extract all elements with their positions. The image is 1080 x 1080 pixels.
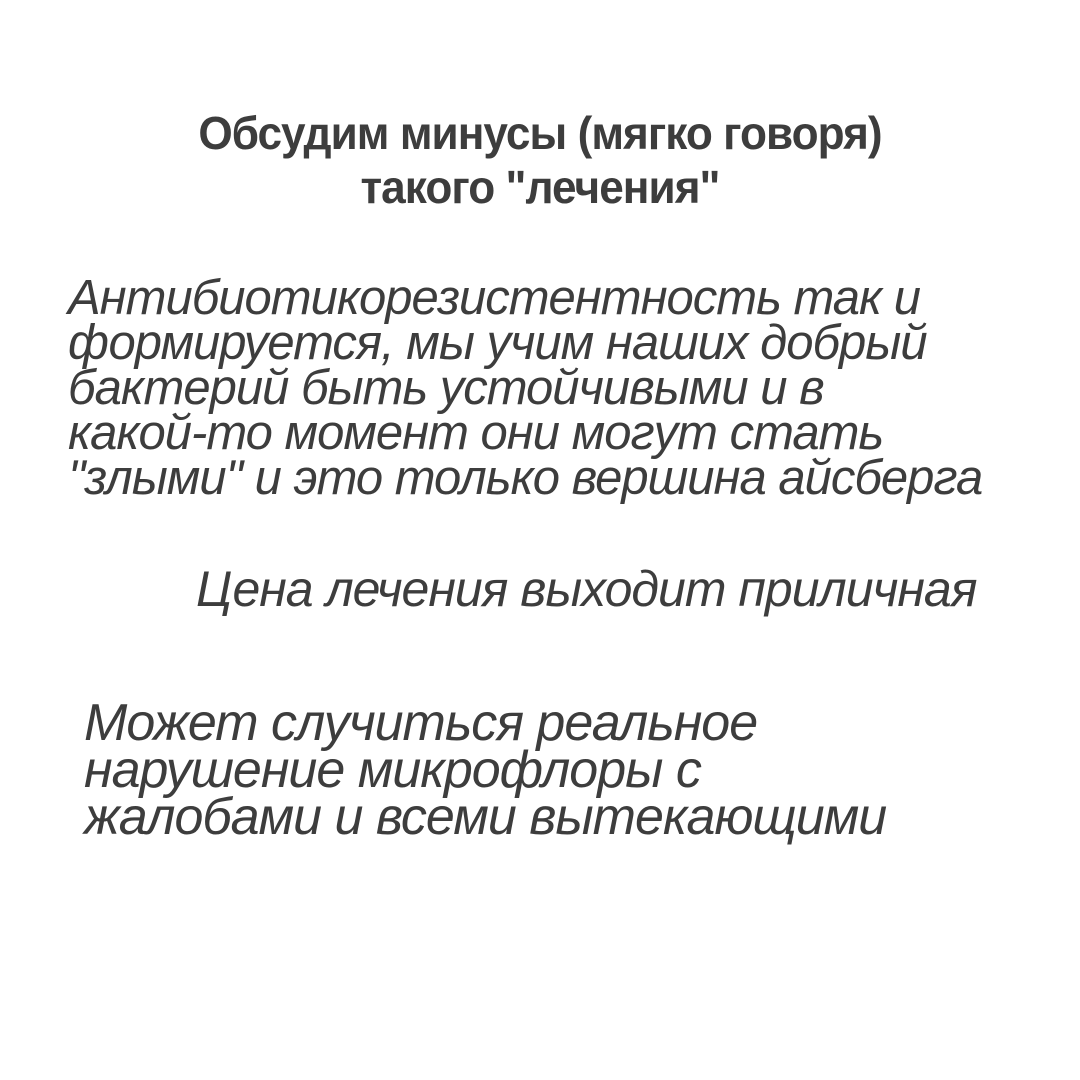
page-title [22,106,1059,214]
title-line: Обсудим минусы (мягко говоря) [198,107,882,159]
paragraph-line: "злыми" и это только вершина айсберга [68,451,983,505]
paragraph-line: формируется, мы учим наших добрый [68,316,927,370]
paragraph-line: Может случиться реальное [84,694,758,752]
paragraph-microflora [84,694,887,846]
paragraph-line: бактерий быть устойчивыми и в [68,361,824,415]
paragraph-line: Антибиотикорезистентность так и [68,271,921,325]
paragraph-price [196,561,977,617]
paragraph-antibiotic-resistance [68,271,983,505]
paragraph-line: Цена лечения выходит приличная [196,561,977,617]
paragraph-line: нарушение микрофлоры с [84,741,701,799]
paragraph-line: какой-то момент они могут стать [68,406,884,460]
title-line: такого "лечения" [360,161,720,213]
paragraph-line: жалобами и всеми вытекающими [84,788,887,846]
